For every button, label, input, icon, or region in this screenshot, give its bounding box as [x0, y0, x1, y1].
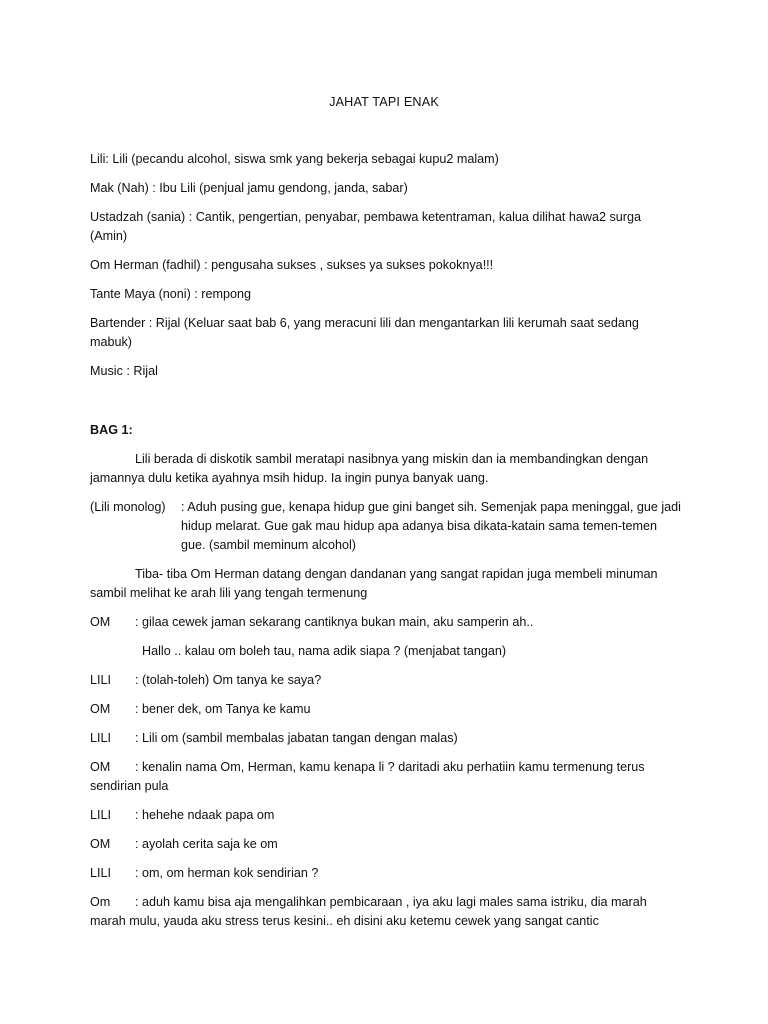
- narration-1-line-2: jamannya dulu ketika ayahnya msih hidup. Ia ingin punya banyak uang.: [90, 471, 489, 485]
- dialogue-speaker: LILI: [90, 866, 112, 880]
- dialogue-text: : hehehe ndaak papa om: [135, 808, 275, 822]
- narration-1-line-1: Lili berada di diskotik sambil meratapi nasibnya yang miskin dan ia membandingkan dengan: [135, 452, 649, 466]
- dialogue-text: : kenalin nama Om, Herman, kamu kenapa li ? daritadi aku perhatiin kamu termenung terus: [135, 760, 645, 774]
- dialogue-text: : bener dek, om Tanya ke kamu: [135, 702, 311, 716]
- character-line-music: Music : Rijal: [90, 364, 158, 378]
- character-line-mak: Mak (Nah) : Ibu Lili (penjual jamu gendong, janda, sabar): [90, 181, 408, 195]
- dialogue-text: : om, om herman kok sendirian ?: [135, 866, 319, 880]
- character-line-lili: Lili: Lili (pecandu alcohol, siswa smk yang bekerja sebagai kupu2 malam): [90, 152, 499, 166]
- narration-2-line-2: sambil melihat ke arah lili yang tengah termenung: [90, 586, 368, 600]
- dialogue-speaker: OM: [90, 615, 111, 629]
- character-line-ustadzah-cont: (Amin): [90, 229, 128, 243]
- character-line-ustadzah: Ustadzah (sania) : Cantik, pengertian, penyabar, pembawa ketentraman, kalua dilihat hawa2 surga: [90, 210, 641, 224]
- dialogue-speaker: OM: [90, 837, 111, 851]
- dialogue-speaker: OM: [90, 760, 111, 774]
- document-title: JAHAT TAPI ENAK: [329, 95, 439, 109]
- dialogue-text: : ayolah cerita saja ke om: [135, 837, 278, 851]
- character-line-bartender-cont: mabuk): [90, 335, 132, 349]
- character-line-om-herman: Om Herman (fadhil) : pengusaha sukses , sukses ya sukses pokoknya!!!: [90, 258, 494, 272]
- dialogue-text: : gilaa cewek jaman sekarang cantiknya bukan main, aku samperin ah..: [135, 615, 534, 629]
- dialogue-text: Hallo .. kalau om boleh tau, nama adik siapa ? (menjabat tangan): [142, 644, 507, 658]
- dialogue-text: : Lili om (sambil membalas jabatan tangan dengan malas): [135, 731, 458, 745]
- monolog-line-1: : Aduh pusing gue, kenapa hidup gue gini banget sih. Semenjak papa meninggal, gue jadi: [181, 500, 681, 514]
- dialogue-speaker: LILI: [90, 808, 112, 822]
- character-line-tante-maya: Tante Maya (noni) : rempong: [90, 287, 252, 301]
- narration-2-line-1: Tiba- tiba Om Herman datang dengan dandanan yang sangat rapidan juga membeli minuman: [135, 567, 658, 581]
- dialogue-speaker: LILI: [90, 731, 112, 745]
- dialogue-speaker: OM: [90, 702, 111, 716]
- character-line-bartender: Bartender : Rijal (Keluar saat bab 6, yang meracuni lili dan mengantarkan lili kerumah saat sedang: [90, 316, 639, 330]
- monolog-label: (Lili monolog): [90, 500, 166, 514]
- dialogue-text: : (tolah-toleh) Om tanya ke saya?: [135, 673, 322, 687]
- dialogue-speaker: LILI: [90, 673, 112, 687]
- dialogue-speaker: Om: [90, 895, 111, 909]
- dialogue-text-cont: sendirian pula: [90, 779, 169, 793]
- section-heading: BAG 1:: [90, 423, 133, 437]
- monolog-line-2: hidup melarat. Gue gak mau hidup apa adanya bisa dikata-katain sama temen-temen: [181, 519, 658, 533]
- monolog-line-3: gue. (sambil meminum alcohol): [181, 538, 356, 552]
- dialogue-text: : aduh kamu bisa aja mengalihkan pembicaraan , iya aku lagi males sama istriku, dia marah: [135, 895, 647, 909]
- dialogue-text-cont: marah mulu, yauda aku stress terus kesini.. eh disini aku ketemu cewek yang sangat cantic: [90, 914, 599, 928]
